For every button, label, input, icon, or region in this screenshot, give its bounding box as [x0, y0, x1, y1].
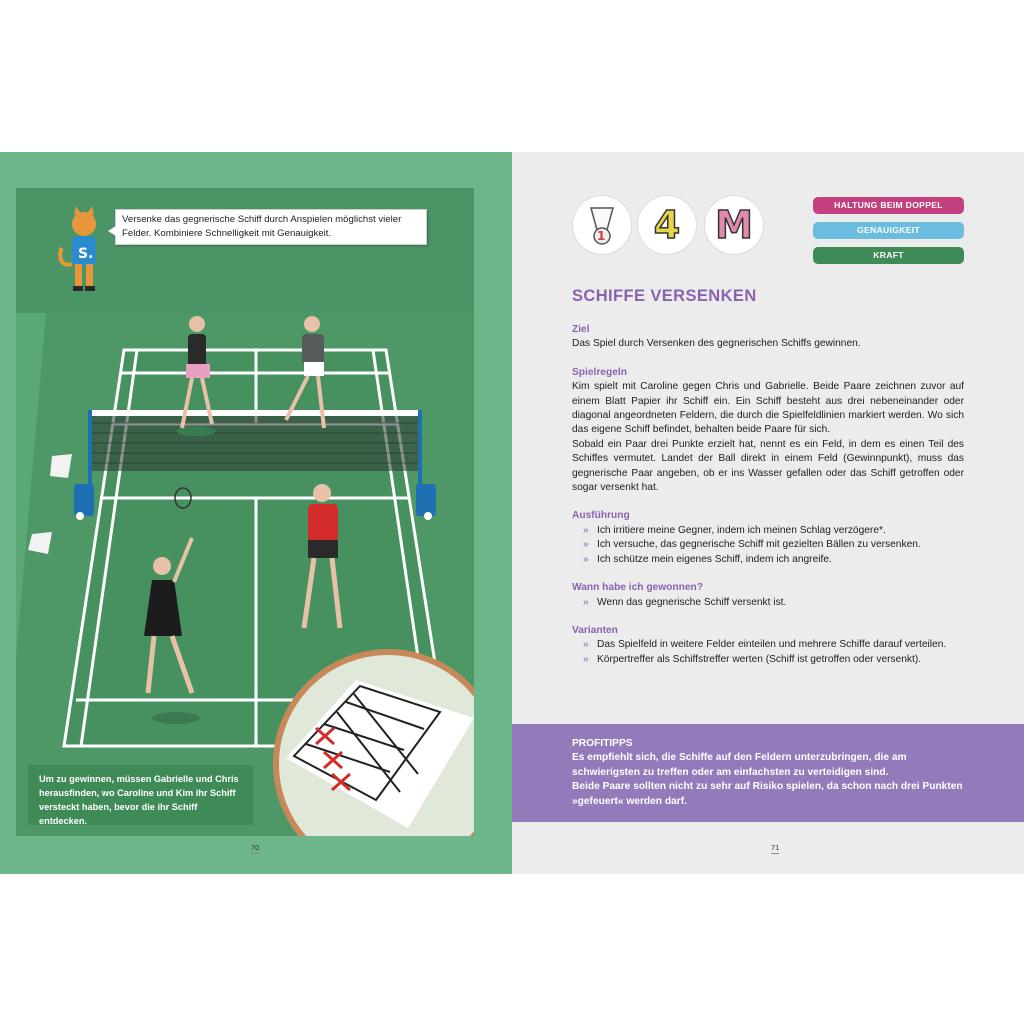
tag-kraft: KRAFT — [813, 247, 964, 264]
spielregeln-heading: Spielregeln — [572, 366, 627, 378]
spielregeln-text-2: Sobald ein Paar drei Punkte erzielt hat, nennt es ein Feld, in dem es einen Teil des Schiffes vermutet. Landet der Ball direkt in einem Feld (Gewinnpunkt), muss das gegnerische Paar angeben, ob er ins Wasser gefallen oder das Schiff getroffen oder sogar versenkt hat. — [572, 438, 964, 494]
speech-bubble: Versenke das gegnerische Schiff durch Anspielen möglichst vieler Felder. Kombiniere Schnelligkeit mit Genauigkeit. — [115, 209, 427, 245]
ausfuehrung-list — [572, 524, 964, 567]
list-item: » Ich versuche, das gegnerische Schiff mit gezielten Bällen zu versenken. — [572, 538, 964, 552]
list-item: » Ich schütze mein eigenes Schiff, indem ich angreife. — [572, 553, 964, 567]
gewonnen-heading: Wann habe ich gewonnen? — [572, 582, 703, 594]
tag-genauigkeit: GENAUIGKEIT — [813, 222, 964, 239]
ziel-heading: Ziel — [572, 324, 590, 335]
cat-mascot — [54, 206, 114, 306]
varianten-list — [572, 638, 964, 667]
ausfuehrung-heading: Ausführung — [572, 510, 630, 522]
mascot-shirt-text: S. — [78, 246, 94, 262]
illustration-caption: Um zu gewinnen, müssen Gabrielle und Chris herausfinden, wo Caroline und Kim ihr Schiff versteckt haben, bevor die ihr Schiff entdecken. — [28, 765, 253, 825]
varianten-heading: Varianten — [572, 624, 618, 636]
profitipps-heading: PROFITIPPS — [572, 738, 633, 749]
profitipps-text-2: Beide Paare sollten nicht zu sehr auf Risiko spielen, da schon nach drei Punkten »gefeuert« werden darf. — [572, 781, 963, 807]
profitipps-text-1: Es empfiehlt sich, die Schiffe auf den Feldern unterzubringen, die am schwierigsten zu treffen oder am einfachsten zu verteidigen sind. — [572, 752, 907, 778]
m-glyph: M — [715, 203, 753, 247]
list-item: » Ich irritiere meine Gegner, indem ich meinen Schlag verzögere*. — [572, 524, 964, 538]
list-item: » Körpertreffer als Schiffstreffer werten (Schiff ist getroffen oder versenkt). — [572, 653, 964, 667]
shuttlecock-icon — [573, 196, 631, 254]
number-four-icon — [638, 196, 696, 254]
profitipps-box — [512, 724, 1024, 822]
page-number-left: 70 — [251, 843, 260, 852]
page-title: SCHIFFE VERSENKEN — [572, 287, 757, 305]
letter-m-icon — [705, 196, 763, 254]
four-glyph: 4 — [653, 203, 681, 247]
tag-haltung: HALTUNG BEIM DOPPEL — [813, 197, 964, 214]
exercise-description — [572, 323, 964, 667]
gewonnen-list — [572, 596, 964, 610]
badminton-court-illustration — [16, 188, 474, 836]
shuttle-value: 1 — [597, 229, 606, 243]
ziel-text: Das Spiel durch Versenken des gegnerischen Schiffs gewinnen. — [572, 338, 861, 350]
page-number-right: 71 — [771, 843, 780, 852]
list-item: » Das Spielfeld in weitere Felder einteilen und mehrere Schiffe darauf verteilen. — [572, 638, 964, 652]
list-item: » Wenn das gegnerische Schiff versenkt ist. — [572, 596, 964, 610]
spielregeln-text-1: Kim spielt mit Caroline gegen Chris und Gabrielle. Beide Paare zeichnen zuvor auf einem Blatt Papier ihr Schiff ein. Ein Schiff besteht aus drei nebeneinander oder diagonal angeordneten Feldern, die durch die Spielfeldlinien markiert werden. Wo sich das eigene Schiff befindet, behalten beide Paare für sich. — [572, 381, 964, 436]
